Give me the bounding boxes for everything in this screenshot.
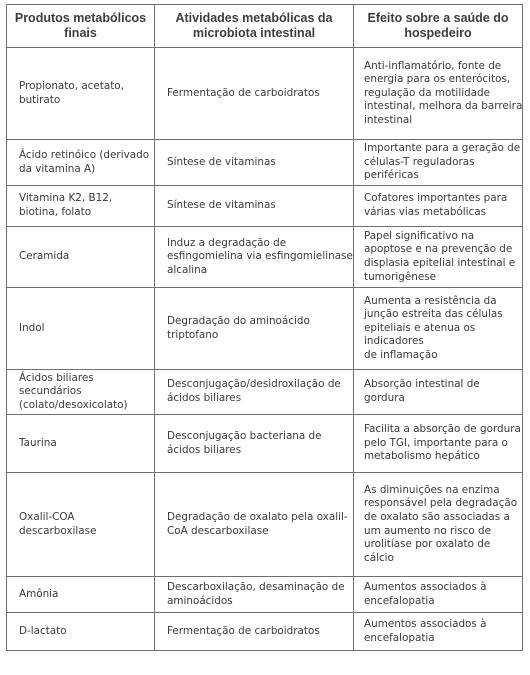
metabolites-table xyxy=(6,4,523,651)
header-line: hospedeiro xyxy=(404,26,472,40)
activity-cell xyxy=(155,227,354,288)
cell-line: Aumentos associados à xyxy=(364,617,487,630)
table-row xyxy=(7,415,523,473)
product-cell xyxy=(7,577,155,613)
effect-cell xyxy=(354,370,523,415)
cell-line: Descarboxilação, desaminação de xyxy=(167,580,345,593)
cell-line: indicadores xyxy=(364,335,424,348)
product-cell xyxy=(7,415,155,473)
cell-line: da vitamina A) xyxy=(19,162,96,175)
cell-line: Ceramida xyxy=(19,250,70,263)
cell-line: biotina, folato xyxy=(19,206,92,218)
product-cell xyxy=(7,288,155,370)
cell-line: tumorigênese xyxy=(364,270,437,283)
cell-line: secundários xyxy=(19,385,82,398)
cell-line: ácidos biliares xyxy=(167,392,242,404)
product-cell xyxy=(7,227,155,288)
cell-line: Vitamina K2, B12, xyxy=(19,192,113,205)
header-line: Produtos metabólicos xyxy=(14,11,147,25)
cell-line: Degradação do aminoácido xyxy=(167,314,310,327)
cell-line: responsável pela degradação xyxy=(364,497,518,510)
effect-cell xyxy=(354,415,523,473)
cell-line: periféricas xyxy=(364,169,419,182)
table-row xyxy=(7,577,523,613)
activity-cell xyxy=(155,577,354,613)
product-cell xyxy=(7,613,155,651)
header-line: Atividades metabólicas da xyxy=(175,11,333,25)
cell-line: de inflamação xyxy=(364,348,438,361)
cell-line: Amônia xyxy=(19,587,59,600)
cell-line: D-lactato xyxy=(19,624,67,637)
effect-cell xyxy=(354,48,523,140)
activity-cell xyxy=(155,473,354,577)
effect-cell xyxy=(354,288,523,370)
product-cell xyxy=(7,48,155,140)
cell-line: Desconjugação/desidroxilação de xyxy=(167,378,341,391)
cell-line: Ácidos biliares xyxy=(19,371,94,384)
cell-line: aminoácidos xyxy=(167,594,233,607)
cell-line: butirato xyxy=(19,93,61,106)
cell-line: Absorção intestinal de xyxy=(364,378,480,391)
cell-line: intestinal xyxy=(364,113,413,126)
cell-line: regulação da motilidade xyxy=(364,86,491,99)
header-cell-effects xyxy=(354,5,523,48)
cell-line: Fermentação de carboidratos xyxy=(167,624,320,637)
activity-cell xyxy=(155,48,354,140)
cell-line: junção estreita das células xyxy=(364,308,503,321)
activity-cell xyxy=(155,288,354,370)
cell-line: esfingomielina via esfingomielinase xyxy=(167,250,353,263)
cell-line: Desconjugação bacteriana de xyxy=(167,429,322,442)
effect-cell xyxy=(354,186,523,227)
cell-line: Taurina xyxy=(19,436,57,449)
table-row xyxy=(7,186,523,227)
effect-cell xyxy=(354,227,523,288)
activity-cell xyxy=(155,613,354,651)
effect-cell xyxy=(354,473,523,577)
cell-line: células-T reguladoras xyxy=(364,155,475,168)
table-row xyxy=(7,613,523,651)
cell-line: Síntese de vitaminas xyxy=(167,199,276,212)
cell-line: As diminuições na enzima xyxy=(364,483,500,496)
cell-line: alcalina xyxy=(167,263,208,276)
product-cell xyxy=(7,370,155,415)
effect-cell xyxy=(354,140,523,186)
cell-line: Induz a degradação de xyxy=(167,236,287,249)
header-cell-activities xyxy=(155,5,354,48)
cell-line: Aumenta a resistência da xyxy=(364,294,497,307)
cell-line: triptofano xyxy=(167,328,219,341)
table-row xyxy=(7,140,523,186)
product-cell xyxy=(7,473,155,577)
cell-line: epiteliais e atenua os xyxy=(364,321,476,334)
effect-cell xyxy=(354,613,523,651)
metabolites-table-container xyxy=(6,4,522,651)
cell-line: Facilita a absorção de gordura xyxy=(364,423,521,436)
activity-cell xyxy=(155,186,354,227)
table-row xyxy=(7,473,523,577)
cell-line: Aumentos associados à xyxy=(364,580,487,593)
cell-line: encefalopatia xyxy=(364,594,435,607)
cell-line: Importante para a geração de xyxy=(364,142,521,155)
table-row xyxy=(7,370,523,415)
cell-line: urolitíase por oxalato de xyxy=(364,538,491,551)
cell-line: cálcio xyxy=(364,551,394,564)
header-line: finais xyxy=(64,26,97,40)
table-row xyxy=(7,288,523,370)
cell-line: pelo TGI, importante para o xyxy=(364,436,508,449)
cell-line: CoA descarboxilase xyxy=(167,524,269,537)
cell-line: Papel significativo na xyxy=(364,229,475,242)
cell-line: energia para os enterócitos, xyxy=(364,73,511,86)
cell-line: apoptose e na prevenção de xyxy=(364,243,513,256)
cell-line: Síntese de vitaminas xyxy=(167,155,276,168)
cell-line: Fermentação de carboidratos xyxy=(167,86,320,99)
cell-line: displasia epitelial intestinal e xyxy=(364,257,516,269)
cell-line: gordura xyxy=(364,392,405,404)
cell-line: Propionato, acetato, xyxy=(19,79,124,92)
cell-line: (colato/desoxicolato) xyxy=(19,398,128,411)
table-row xyxy=(7,227,523,288)
cell-line: de oxalato são associadas a xyxy=(364,510,510,523)
activity-cell xyxy=(155,370,354,415)
table-body xyxy=(7,48,523,651)
header-row xyxy=(7,5,523,48)
header-line: microbiota intestinal xyxy=(192,26,316,40)
effect-cell xyxy=(354,577,523,613)
cell-line: várias vias metabólicas xyxy=(364,206,487,218)
cell-line: Indol xyxy=(19,321,45,334)
cell-line: metabolismo hepático xyxy=(364,450,480,463)
cell-line: encefalopatia xyxy=(364,631,435,644)
cell-line: Ácido retinóico (derivado xyxy=(19,148,150,161)
header-line: Efeito sobre a saúde do xyxy=(367,11,509,25)
activity-cell xyxy=(155,415,354,473)
cell-line: ácidos biliares xyxy=(167,443,242,456)
cell-line: Oxalil-COA xyxy=(19,510,75,523)
cell-line: intestinal, melhora da barreira xyxy=(364,100,523,113)
product-cell xyxy=(7,186,155,227)
table-row xyxy=(7,48,523,140)
cell-line: um aumento no risco de xyxy=(364,524,491,537)
activity-cell xyxy=(155,140,354,186)
cell-line: Degradação de oxalato pela oxalil- xyxy=(167,510,348,523)
cell-line: descarboxilase xyxy=(19,524,97,537)
header-cell-products xyxy=(7,5,155,48)
cell-line: Cofatores importantes para xyxy=(364,192,508,205)
product-cell xyxy=(7,140,155,186)
cell-line: Anti-inflamatório, fonte de xyxy=(364,59,502,72)
